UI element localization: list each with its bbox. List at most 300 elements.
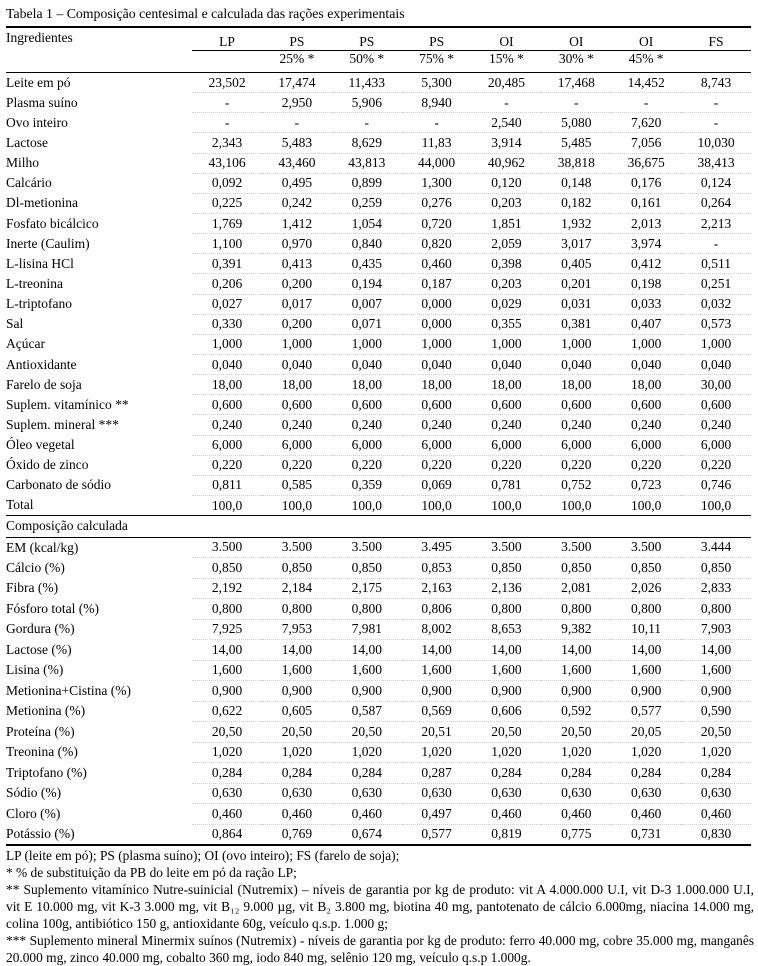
table-row: [6, 93, 751, 113]
row-label: Sal: [6, 316, 24, 332]
value-cell: 0,124: [681, 173, 751, 193]
value-cell: 1,600: [332, 660, 402, 681]
value-cell: 43,106: [192, 153, 262, 173]
value-cell: 0,900: [541, 681, 611, 702]
value-cell: 0,460: [611, 804, 681, 825]
value-cell: 0,284: [681, 763, 751, 784]
value-cell: 2,026: [611, 578, 681, 599]
calculated-section: [6, 537, 751, 845]
value-cell: 100,0: [421, 497, 452, 513]
row-label: Fósforo total (%): [6, 600, 99, 616]
value-cell: 0,220: [262, 455, 332, 475]
value-cell: 0,630: [262, 783, 332, 804]
value-cell: 100,0: [281, 497, 313, 513]
value-cell: 43,813: [332, 153, 402, 173]
column-header-oi-30: OI: [541, 27, 611, 51]
row-label: L-lisina HCl: [6, 255, 74, 271]
table-row: [6, 395, 751, 415]
table-row: [6, 742, 751, 763]
value-cell: 18,00: [332, 375, 402, 395]
value-cell: 5,300: [402, 73, 472, 93]
value-cell: 1,000: [402, 334, 472, 354]
value-cell: 1,600: [402, 660, 472, 681]
value-cell: 100,0: [351, 497, 382, 513]
value-cell: 0,819: [491, 826, 522, 842]
value-cell: 1,054: [332, 213, 402, 233]
footnote-line: *** Suplemento mineral Minermix suínos (Nutremix) - níveis de garantia por kg de produto: ferro 40.000 mg, cobre 35.000 mg, manganês 20.000 mg, zinco 40.000 mg, cobalto 360 mg, iodo 840 mg, selênio 120 mg, veículo q.s.p 1.000g.: [6, 932, 754, 965]
value-cell: 20,50: [681, 722, 751, 743]
value-cell: 2,081: [541, 578, 611, 599]
value-cell: 14,00: [332, 640, 402, 661]
value-cell: 6,000: [541, 435, 611, 455]
value-cell: 1,000: [192, 334, 262, 354]
value-cell: 0,781: [472, 475, 542, 495]
value-cell: 1,932: [541, 213, 611, 233]
table-row: [6, 375, 751, 395]
value-cell: 0,000: [402, 294, 472, 314]
value-cell: 1,600: [192, 660, 262, 681]
value-cell: 8,629: [332, 133, 402, 153]
value-cell: 2,184: [262, 578, 332, 599]
row-label: Óleo vegetal: [6, 437, 75, 453]
value-cell: 0,284: [611, 763, 681, 784]
value-cell: 0,497: [402, 804, 472, 825]
row-label: Lactose (%): [6, 641, 72, 657]
value-cell: 3.500: [192, 537, 262, 558]
value-cell: 2,213: [681, 213, 751, 233]
value-cell: 0,630: [402, 783, 472, 804]
value-cell: 2,540: [472, 113, 542, 133]
value-cell: 0,630: [541, 783, 611, 804]
value-cell: 14,452: [611, 73, 681, 93]
row-label: Inerte (Caulim): [6, 235, 90, 251]
value-cell: 0,460: [681, 804, 751, 825]
value-cell: 6,000: [262, 435, 332, 455]
value-cell: 0,398: [472, 254, 542, 274]
row-label: Suplem. mineral ***: [6, 416, 119, 432]
value-cell: 0,220: [681, 455, 751, 475]
value-cell: 0,674: [351, 826, 382, 842]
value-cell: 3.500: [332, 537, 402, 558]
value-cell: 0,850: [541, 558, 611, 579]
value-cell: 1,600: [681, 660, 751, 681]
value-cell: 0,220: [472, 455, 542, 475]
value-cell: 1,000: [611, 334, 681, 354]
table-row: [6, 113, 751, 133]
value-cell: 0,040: [472, 354, 542, 374]
value-cell: 0,220: [541, 455, 611, 475]
value-cell: 20,485: [472, 73, 542, 93]
value-cell: 0,630: [472, 783, 542, 804]
value-cell: 0,259: [332, 193, 402, 213]
value-cell: 11,83: [402, 133, 472, 153]
value-cell: 100,0: [561, 497, 592, 513]
value-cell: 0,007: [332, 294, 402, 314]
value-cell: 0,460: [472, 804, 542, 825]
value-cell: -: [192, 113, 262, 133]
value-cell: 0,752: [541, 475, 611, 495]
value-cell: 0,850: [472, 558, 542, 579]
value-cell: 3,914: [472, 133, 542, 153]
value-cell: 6,000: [472, 435, 542, 455]
value-cell: 0,225: [192, 193, 262, 213]
value-cell: 100,0: [630, 497, 662, 513]
row-label: Potássio (%): [6, 826, 75, 842]
table-row: [6, 455, 751, 475]
table-caption: Tabela 1 – Composição centesimal e calculada das rações experimentais: [6, 6, 405, 21]
value-cell: 0,240: [681, 415, 751, 435]
value-cell: 0,284: [541, 763, 611, 784]
value-cell: 0,746: [681, 475, 751, 495]
table-row: [6, 153, 751, 173]
ingredients-section: [6, 73, 751, 516]
table-row: [6, 701, 751, 722]
section-divider-row: [6, 516, 751, 538]
value-cell: 1,851: [472, 213, 542, 233]
table-row: [6, 824, 751, 845]
value-cell: 0,381: [541, 314, 611, 334]
value-cell: 100,0: [700, 497, 732, 513]
value-cell: 2,950: [262, 93, 332, 113]
value-cell: -: [262, 113, 332, 133]
table-row: [6, 274, 751, 294]
value-cell: 9,382: [541, 619, 611, 640]
value-cell: 0,412: [611, 254, 681, 274]
value-cell: 5,483: [262, 133, 332, 153]
value-cell: 0,590: [681, 701, 751, 722]
value-cell: 0,800: [472, 599, 542, 620]
value-cell: 6,000: [681, 435, 751, 455]
value-cell: 36,675: [611, 153, 681, 173]
value-cell: 0,720: [402, 213, 472, 233]
value-cell: 0,161: [611, 193, 681, 213]
value-cell: -: [681, 234, 751, 254]
value-cell: 0,194: [332, 274, 402, 294]
value-cell: 3.500: [262, 537, 332, 558]
table-row: [6, 254, 751, 274]
value-cell: 2,833: [681, 578, 751, 599]
row-label: Milho: [6, 155, 40, 171]
value-cell: 14,00: [681, 640, 751, 661]
value-cell: 6,000: [192, 435, 262, 455]
calculated-section-divider: [6, 516, 751, 538]
value-cell: 10,030: [681, 133, 751, 153]
value-cell: 1,020: [611, 742, 681, 763]
row-label: Fosfato bicálcico: [6, 215, 99, 231]
column-subheader: [681, 51, 751, 73]
value-cell: 1,020: [402, 742, 472, 763]
value-cell: 0,850: [611, 558, 681, 579]
table-row: [6, 722, 751, 743]
footnote-line: LP (leite em pó); PS (plasma suíno); OI (ovo inteiro); FS (farelo de soja);: [6, 848, 400, 864]
value-cell: -: [332, 113, 402, 133]
value-cell: 0,203: [472, 274, 542, 294]
value-cell: 0,495: [262, 173, 332, 193]
value-cell: 0,970: [262, 234, 332, 254]
ration-composition-table: [6, 26, 751, 846]
value-cell: 0,033: [611, 294, 681, 314]
table-row: [6, 783, 751, 804]
value-cell: 0,201: [541, 274, 611, 294]
row-label: Lisina (%): [6, 662, 64, 678]
value-cell: 7,981: [332, 619, 402, 640]
value-cell: 0,460: [541, 804, 611, 825]
value-cell: 1,100: [192, 234, 262, 254]
value-cell: 0,040: [402, 354, 472, 374]
value-cell: 6,000: [611, 435, 681, 455]
value-cell: -: [681, 113, 751, 133]
value-cell: 0,407: [611, 314, 681, 334]
value-cell: 0,092: [192, 173, 262, 193]
value-cell: 0,630: [611, 783, 681, 804]
column-header-oi-45: OI: [611, 27, 681, 51]
value-cell: 30,00: [681, 375, 751, 395]
value-cell: 3.500: [611, 537, 681, 558]
row-label: Carbonato de sódio: [6, 477, 111, 493]
value-cell: 0,355: [472, 314, 542, 334]
row-label: L-treonina: [6, 275, 63, 291]
value-cell: 0,800: [681, 599, 751, 620]
value-cell: 18,00: [541, 375, 611, 395]
value-cell: 0,040: [262, 354, 332, 374]
value-cell: 1,020: [681, 742, 751, 763]
value-cell: 7,903: [681, 619, 751, 640]
column-header-ps-50: PS: [332, 27, 402, 51]
value-cell: 6,000: [402, 435, 472, 455]
value-cell: 0,391: [192, 254, 262, 274]
value-cell: 18,00: [472, 375, 542, 395]
value-cell: 0,600: [402, 395, 472, 415]
row-label: Total: [6, 497, 34, 513]
value-cell: 1,020: [472, 742, 542, 763]
value-cell: 10,11: [611, 619, 681, 640]
column-subheader: 50% *: [332, 51, 402, 73]
value-cell: 0,240: [541, 415, 611, 435]
value-cell: 0,017: [262, 294, 332, 314]
value-cell: 2,136: [472, 578, 542, 599]
value-cell: 8,743: [681, 73, 751, 93]
value-cell: 8,002: [402, 619, 472, 640]
value-cell: 1,000: [541, 334, 611, 354]
value-cell: 38,818: [541, 153, 611, 173]
value-cell: 0,630: [681, 783, 751, 804]
column-subheader: [192, 51, 262, 73]
value-cell: 2,343: [192, 133, 262, 153]
row-label: Plasma suíno: [6, 94, 78, 110]
value-cell: 0,800: [192, 599, 262, 620]
table-row: [6, 619, 751, 640]
value-cell: 0,000: [402, 314, 472, 334]
value-cell: 0,200: [262, 314, 332, 334]
value-cell: 0,187: [402, 274, 472, 294]
value-cell: 1,020: [262, 742, 332, 763]
value-cell: 7,925: [192, 619, 262, 640]
row-label: Cálcio (%): [6, 559, 65, 575]
value-cell: 8,940: [402, 93, 472, 113]
value-cell: 0,830: [700, 826, 732, 842]
value-cell: 0,284: [262, 763, 332, 784]
value-cell: 0,200: [262, 274, 332, 294]
value-cell: 0,240: [611, 415, 681, 435]
row-label: Fibra (%): [6, 580, 59, 596]
table-row: [6, 193, 751, 213]
row-label: Antioxidante: [6, 356, 77, 372]
row-label: Metionina (%): [6, 703, 86, 719]
row-label: Calcário: [6, 175, 52, 191]
table-row: [6, 681, 751, 702]
value-cell: 44,000: [402, 153, 472, 173]
table-row: [6, 475, 751, 495]
table-row: [6, 294, 751, 314]
value-cell: 1,600: [611, 660, 681, 681]
value-cell: 0,850: [332, 558, 402, 579]
value-cell: 0,198: [611, 274, 681, 294]
value-cell: 2,175: [332, 578, 402, 599]
row-label: Farelo de soja: [6, 376, 82, 392]
value-cell: 14,00: [192, 640, 262, 661]
column-header-ps-25: PS: [262, 27, 332, 51]
value-cell: 0,840: [332, 234, 402, 254]
value-cell: 0,040: [611, 354, 681, 374]
value-cell: -: [541, 93, 611, 113]
value-cell: 20,05: [611, 722, 681, 743]
header-row-treatments: [6, 27, 751, 51]
value-cell: 0,800: [541, 599, 611, 620]
row-label: Treonina (%): [6, 744, 78, 760]
row-label: Dl-metionina: [6, 195, 78, 211]
value-cell: 0,605: [262, 701, 332, 722]
value-cell: 0,240: [402, 415, 472, 435]
value-cell: 0,359: [332, 475, 402, 495]
value-cell: 3.495: [402, 537, 472, 558]
value-cell: -: [611, 93, 681, 113]
value-cell: 0,330: [192, 314, 262, 334]
value-cell: 20,51: [402, 722, 472, 743]
value-cell: 18,00: [192, 375, 262, 395]
value-cell: 2,013: [611, 213, 681, 233]
row-label: Ovo inteiro: [6, 114, 68, 130]
value-cell: 0,040: [332, 354, 402, 374]
table-row: [6, 173, 751, 193]
value-cell: 0,630: [192, 783, 262, 804]
value-cell: 0,630: [332, 783, 402, 804]
value-cell: 18,00: [262, 375, 332, 395]
table-row: [6, 660, 751, 681]
table-row: [6, 435, 751, 455]
value-cell: 14,00: [611, 640, 681, 661]
value-cell: 20,50: [332, 722, 402, 743]
table-row: [6, 314, 751, 334]
row-label: Triptofano (%): [6, 764, 87, 780]
column-header-fs: FS: [681, 27, 751, 51]
header-ingredients: Ingredientes: [6, 27, 192, 73]
value-cell: 18,00: [611, 375, 681, 395]
column-subheader: 75% *: [402, 51, 472, 73]
value-cell: 7,056: [611, 133, 681, 153]
value-cell: 1,020: [332, 742, 402, 763]
row-label: Açúcar: [6, 336, 45, 352]
value-cell: 0,850: [192, 558, 262, 579]
value-cell: 0,569: [402, 701, 472, 722]
table-row: [6, 213, 751, 233]
table-row: [6, 558, 751, 579]
value-cell: 1,000: [262, 334, 332, 354]
value-cell: 43,460: [262, 153, 332, 173]
value-cell: 0,775: [561, 826, 592, 842]
table-row: [6, 640, 751, 661]
value-cell: 0,220: [611, 455, 681, 475]
value-cell: 0,220: [402, 455, 472, 475]
value-cell: 3.500: [541, 537, 611, 558]
value-cell: 40,962: [472, 153, 542, 173]
value-cell: 0,592: [541, 701, 611, 722]
value-cell: 0,203: [472, 193, 542, 213]
value-cell: 6,000: [332, 435, 402, 455]
value-cell: 0,405: [541, 254, 611, 274]
value-cell: 0,723: [611, 475, 681, 495]
value-cell: 18,00: [402, 375, 472, 395]
value-cell: 0,242: [262, 193, 332, 213]
row-label: Cloro (%): [6, 805, 61, 821]
value-cell: 0,287: [402, 763, 472, 784]
value-cell: 0,460: [262, 804, 332, 825]
value-cell: 0,900: [402, 681, 472, 702]
value-cell: 0,600: [681, 395, 751, 415]
table-row: [6, 354, 751, 374]
value-cell: 1,300: [402, 173, 472, 193]
table-row: [6, 763, 751, 784]
table-header: [6, 27, 751, 73]
row-label: Metionina+Cistina (%): [6, 682, 131, 698]
value-cell: 14,00: [472, 640, 542, 661]
value-cell: 5,906: [332, 93, 402, 113]
value-cell: 0,176: [611, 173, 681, 193]
value-cell: 0,182: [541, 193, 611, 213]
value-cell: 1,020: [192, 742, 262, 763]
value-cell: 38,413: [681, 153, 751, 173]
row-label: Proteína (%): [6, 723, 75, 739]
value-cell: 0,264: [681, 193, 751, 213]
value-cell: 0,600: [541, 395, 611, 415]
table-row: [6, 334, 751, 354]
value-cell: 0,900: [192, 681, 262, 702]
value-cell: 100,0: [491, 497, 522, 513]
value-cell: 0,120: [472, 173, 542, 193]
value-cell: 5,080: [541, 113, 611, 133]
value-cell: 0,284: [472, 763, 542, 784]
table-row: [6, 804, 751, 825]
value-cell: 0,622: [192, 701, 262, 722]
column-header-ps-75: PS: [402, 27, 472, 51]
column-header-lp: LP: [192, 27, 262, 51]
value-cell: 0,864: [211, 826, 243, 842]
value-cell: 0,850: [681, 558, 751, 579]
value-cell: 0,850: [262, 558, 332, 579]
value-cell: 0,413: [262, 254, 332, 274]
value-cell: 0,900: [611, 681, 681, 702]
calculated-section-label: Composição calculada: [6, 516, 751, 538]
value-cell: 0,460: [402, 254, 472, 274]
value-cell: 0,040: [192, 354, 262, 374]
value-cell: 2,163: [402, 578, 472, 599]
value-cell: 3.444: [681, 537, 751, 558]
value-cell: 0,900: [262, 681, 332, 702]
value-cell: 20,50: [541, 722, 611, 743]
value-cell: 0,206: [192, 274, 262, 294]
table-row: [6, 578, 751, 599]
value-cell: 0,040: [681, 354, 751, 374]
value-cell: 0,800: [332, 599, 402, 620]
